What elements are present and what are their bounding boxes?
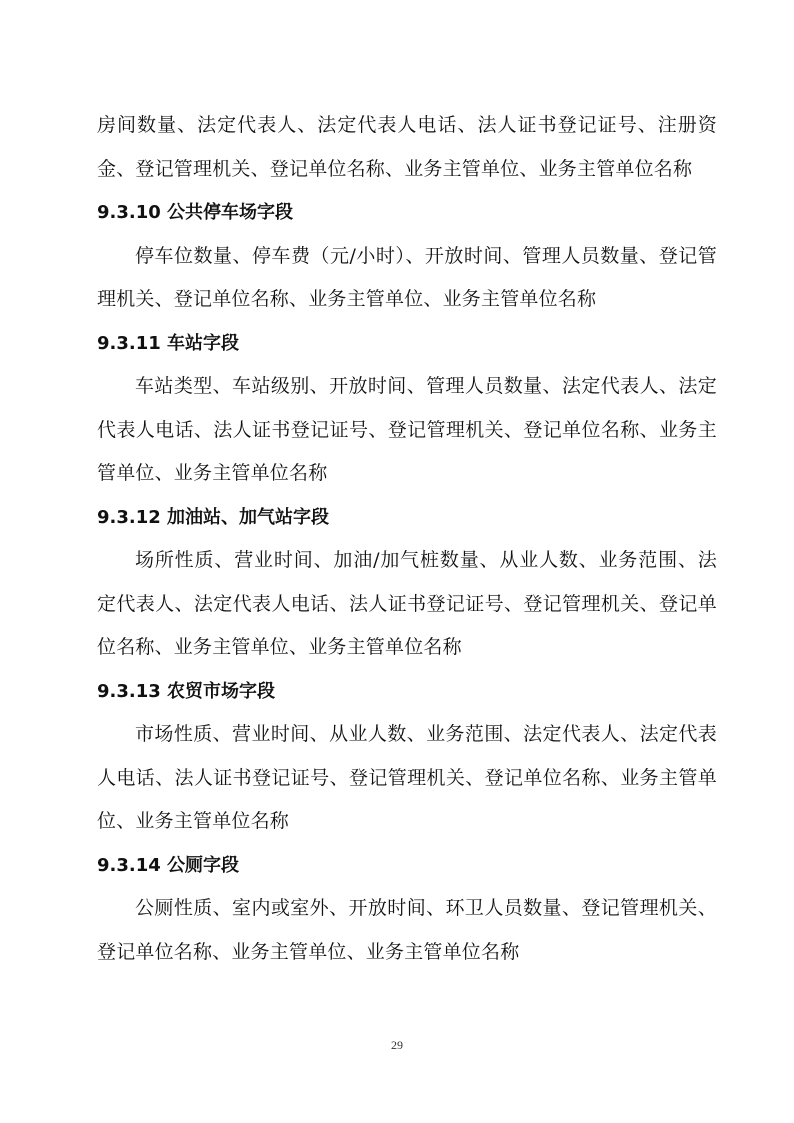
section-9-3-13 bbox=[97, 670, 717, 844]
section-9-3-11 bbox=[97, 322, 717, 496]
section-9-3-10 bbox=[97, 191, 717, 322]
section-heading: 9.3.11 车站字段 bbox=[97, 332, 240, 354]
section-heading: 9.3.13 农贸市场字段 bbox=[97, 680, 276, 702]
section-body: 场所性质、营业时间、加油/加气桩数量、从业人数、业务范围、法定代表人、法定代表人电话、法人证书登记证号、登记管理机关、登记单位名称、业务主管单位、业务主管单位名称 bbox=[97, 549, 717, 658]
intro-paragraph: 房间数量、法定代表人、法定代表人电话、法人证书登记证号、注册资金、登记管理机关、登记单位名称、业务主管单位、业务主管单位名称 bbox=[97, 114, 717, 180]
section-body: 车站类型、车站级别、开放时间、管理人员数量、法定代表人、法定代表人电话、法人证书登记证号、登记管理机关、登记单位名称、业务主管单位、业务主管单位名称 bbox=[97, 375, 717, 484]
section-heading: 9.3.12 加油站、加气站字段 bbox=[97, 506, 330, 528]
section-heading: 9.3.14 公厕字段 bbox=[97, 854, 240, 876]
section-heading: 9.3.10 公共停车场字段 bbox=[97, 202, 294, 223]
section-body: 停车位数量、停车费（元/小时）、开放时间、管理人员数量、登记管理机关、登记单位名称、业务主管单位、业务主管单位名称 bbox=[97, 244, 717, 310]
section-body: 市场性质、营业时间、从业人数、业务范围、法定代表人、法定代表人电话、法人证书登记证号、登记管理机关、登记单位名称、业务主管单位、业务主管单位名称 bbox=[97, 723, 717, 832]
section-9-3-12 bbox=[97, 496, 717, 670]
section-9-3-14 bbox=[97, 844, 717, 975]
section-body: 公厕性质、室内或室外、开放时间、环卫人员数量、登记管理机关、登记单位名称、业务主管单位、业务主管单位名称 bbox=[97, 897, 717, 963]
page-number: 29 bbox=[391, 1038, 403, 1052]
document-page bbox=[97, 104, 717, 974]
